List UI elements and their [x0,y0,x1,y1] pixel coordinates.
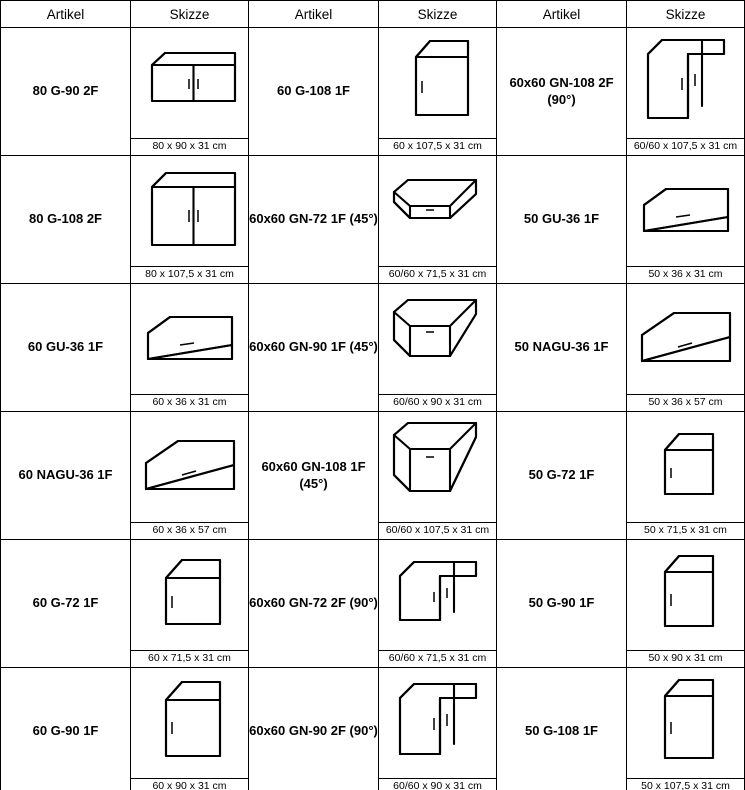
dimension-label: 60/60 x 90 x 31 cm [379,778,496,790]
article-label: 50 G-108 1F [497,668,627,790]
article-label: 50 NAGU-36 1F [497,284,627,412]
corner-90-mid-icon [379,668,496,778]
dimension-label: 50 x 36 x 31 cm [627,266,744,283]
dimension-label: 60/60 x 71,5 x 31 cm [379,266,496,283]
table-header [1,1,745,28]
sketch-cell [627,540,745,668]
overhead-flat-icon [131,284,248,394]
dimension-label: 50 x 71,5 x 31 cm [627,522,744,539]
sketch-cell [379,412,497,540]
dimension-label: 60/60 x 90 x 31 cm [379,394,496,411]
dimension-label: 80 x 107,5 x 31 cm [131,266,248,283]
article-label: 80 G-108 2F [1,156,131,284]
table-row [1,156,745,284]
sketch-cell [131,412,249,540]
table-row [1,668,745,790]
cabinet-1door-mid-icon [627,540,744,650]
header-row [1,1,745,28]
table-row [1,284,745,412]
column-header-skizze-2: Skizze [379,1,497,28]
tall-cabinet-1door-icon [627,668,744,778]
cabinet-1door-short-icon [131,540,248,650]
article-label: 60x60 GN-72 1F (45°) [249,156,379,284]
article-label: 60x60 GN-108 1F (45°) [249,412,379,540]
column-header-artikel-1: Artikel [1,1,131,28]
column-header-artikel-3: Artikel [497,1,627,28]
article-label: 60x60 GN-90 1F (45°) [249,284,379,412]
sketch-cell [627,412,745,540]
sketch-cell [131,284,249,412]
overhead-flat-icon [627,156,744,266]
overhead-deep-icon [627,284,744,394]
sketch-cell [627,284,745,412]
corner-90-short-icon [379,540,496,650]
sketch-cell [131,540,249,668]
article-label: 60x60 GN-90 2F (90°) [249,668,379,790]
cabinet-1door-short-icon [627,412,744,522]
article-label: 60 GU-36 1F [1,284,131,412]
column-header-skizze-3: Skizze [627,1,745,28]
dimension-label: 60/60 x 71,5 x 31 cm [379,650,496,667]
sketch-cell [379,284,497,412]
sketch-cell [379,156,497,284]
sketch-cell [131,156,249,284]
dimension-label: 60 x 36 x 57 cm [131,522,248,539]
article-label: 60 G-90 1F [1,668,131,790]
dimension-label: 60 x 90 x 31 cm [131,778,248,790]
cabinet-1door-mid-icon [131,668,248,778]
article-label: 50 G-90 1F [497,540,627,668]
sketch-cell [379,540,497,668]
tall-cabinet-1door-icon [379,28,496,138]
sketch-cell [627,156,745,284]
dimension-label: 50 x 107,5 x 31 cm [627,778,744,790]
overhead-deep-icon [131,412,248,522]
table-row [1,540,745,668]
article-label: 50 G-72 1F [497,412,627,540]
article-label: 60 G-72 1F [1,540,131,668]
article-label: 60x60 GN-72 2F (90°) [249,540,379,668]
article-label: 60x60 GN-108 2F (90°) [497,28,627,156]
table-row [1,28,745,156]
dimension-label: 60 x 107,5 x 31 cm [379,138,496,155]
corner-90-tall-icon [627,28,744,138]
table-body [1,28,745,790]
dimension-label: 60 x 71,5 x 31 cm [131,650,248,667]
article-label: 80 G-90 2F [1,28,131,156]
sketch-cell [131,28,249,156]
dimension-label: 50 x 36 x 57 cm [627,394,744,411]
sketch-cell [379,668,497,790]
sketch-cell [379,28,497,156]
dimension-label: 60/60 x 107,5 x 31 cm [379,522,496,539]
sketch-cell [627,668,745,790]
sketch-cell [131,668,249,790]
tall-cabinet-2door-icon [131,156,248,266]
column-header-artikel-2: Artikel [249,1,379,28]
article-label: 50 GU-36 1F [497,156,627,284]
column-header-skizze-1: Skizze [131,1,249,28]
corner-45-mid-icon [379,284,496,394]
dimension-label: 60 x 36 x 31 cm [131,394,248,411]
dimension-label: 50 x 90 x 31 cm [627,650,744,667]
cabinet-2door-wide-icon [131,28,248,138]
article-label: 60 NAGU-36 1F [1,412,131,540]
corner-45-tall-icon [379,412,496,522]
article-label: 60 G-108 1F [249,28,379,156]
dimension-label: 60/60 x 107,5 x 31 cm [627,138,744,155]
dimension-label: 80 x 90 x 31 cm [131,138,248,155]
sketch-cell [627,28,745,156]
corner-45-short-icon [379,156,496,266]
table-row [1,412,745,540]
